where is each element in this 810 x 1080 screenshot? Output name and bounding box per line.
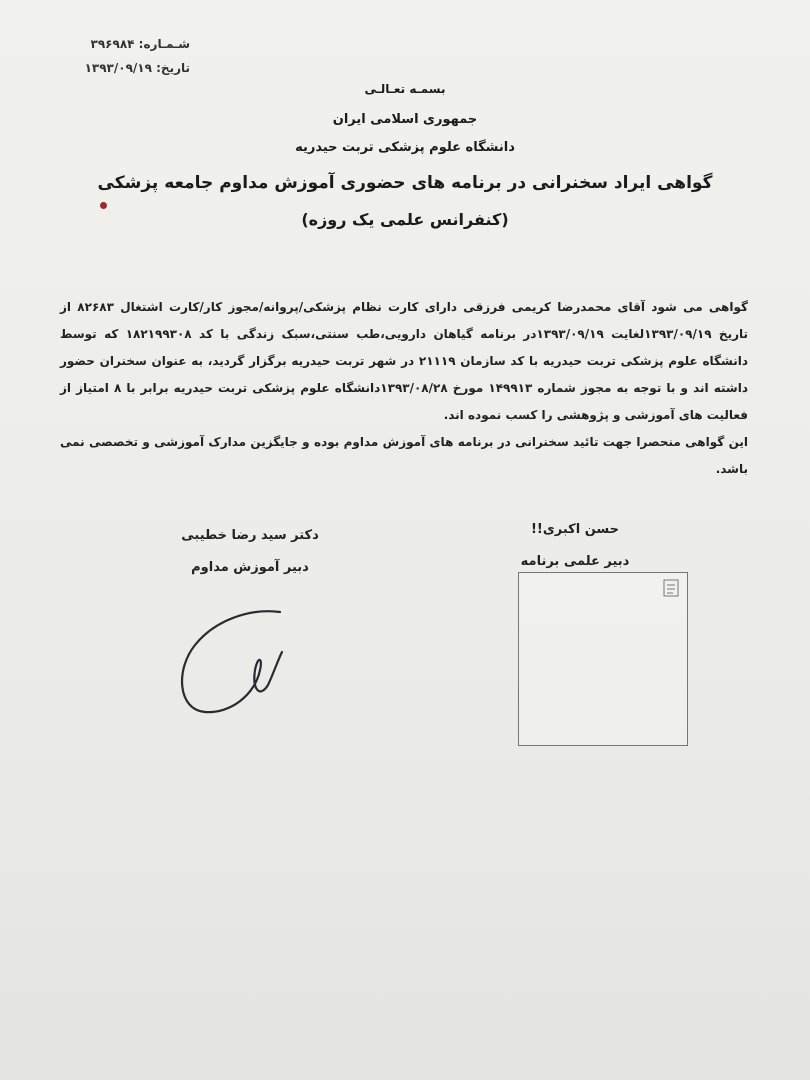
right-signer-name: حسن اکبری!!: [530, 522, 619, 537]
document-meta: [60, 32, 190, 80]
document-date: تاریخ: ۱۳۹۳/۰۹/۱۹: [84, 61, 190, 75]
republic-heading: جمهوری اسلامی ایران: [332, 112, 478, 127]
left-signature-block: [150, 520, 350, 584]
certificate-title: گواهی ایراد سخنرانی در برنامه های حضوری آموزش مداوم جامعه پزشکی: [97, 173, 713, 193]
red-dot-mark: [100, 202, 107, 209]
certificate-note: این گواهی منحصرا جهت تائید سخنرانی در برنامه های آموزش مداوم بوده و جایگزین مدارک آموزشی و تخصصی نمی باشد.: [60, 435, 748, 476]
handwritten-signature: [160, 600, 310, 730]
stamp-mark-icon: [663, 579, 679, 597]
stamp-box: [518, 572, 688, 746]
right-signature-block: [510, 514, 640, 578]
left-signer-name: دکتر سید رضا خطیبی: [181, 528, 319, 543]
document-number: شـمـاره: ۳۹۶۹۸۴: [90, 37, 190, 51]
certificate-body: [60, 294, 748, 483]
university-heading: دانشگاه علوم پزشکی تربت حیدریه: [295, 140, 515, 155]
right-signer-role: دبیر علمی برنامه: [520, 554, 630, 569]
left-signer-role: دبیر آموزش مداوم: [191, 560, 309, 575]
certificate-subtitle: (کنفرانس علمی یک روزه): [301, 210, 509, 229]
certificate-paragraph: گواهی می شود آقای محمدرضا کریمی فرزقی دارای کارت نظام پزشکی/پروانه/مجوز کار/کارت اشتغال ۸۲۶۸۳ از تاریخ ۱۳۹۳/۰۹/۱۹لغایت ۱۳۹۳/۰۹/۱۹در برنامه گیاهان دارویی،طب سنتی،سبک زندگی با کد ۱۸۲۱۹۹۳۰۸ که توسط دانشگاه علوم پزشکی تربت حیدریه با کد سازمان ۲۱۱۱۹ در شهر تربت حیدریه برگزار گردید، به عنوان سخنران حضور داشته اند و با توجه به مجوز شماره ۱۴۹۹۱۳ مورخ ۱۳۹۳/۰۸/۲۸دانشگاه علوم پزشکی تربت حیدریه برابر با ۸ امتیاز از فعالیت های آموزشی و پژوهشی را کسب نموده اند.: [60, 300, 748, 422]
bismillah-heading: بسمـه تعـالـی: [364, 82, 446, 96]
